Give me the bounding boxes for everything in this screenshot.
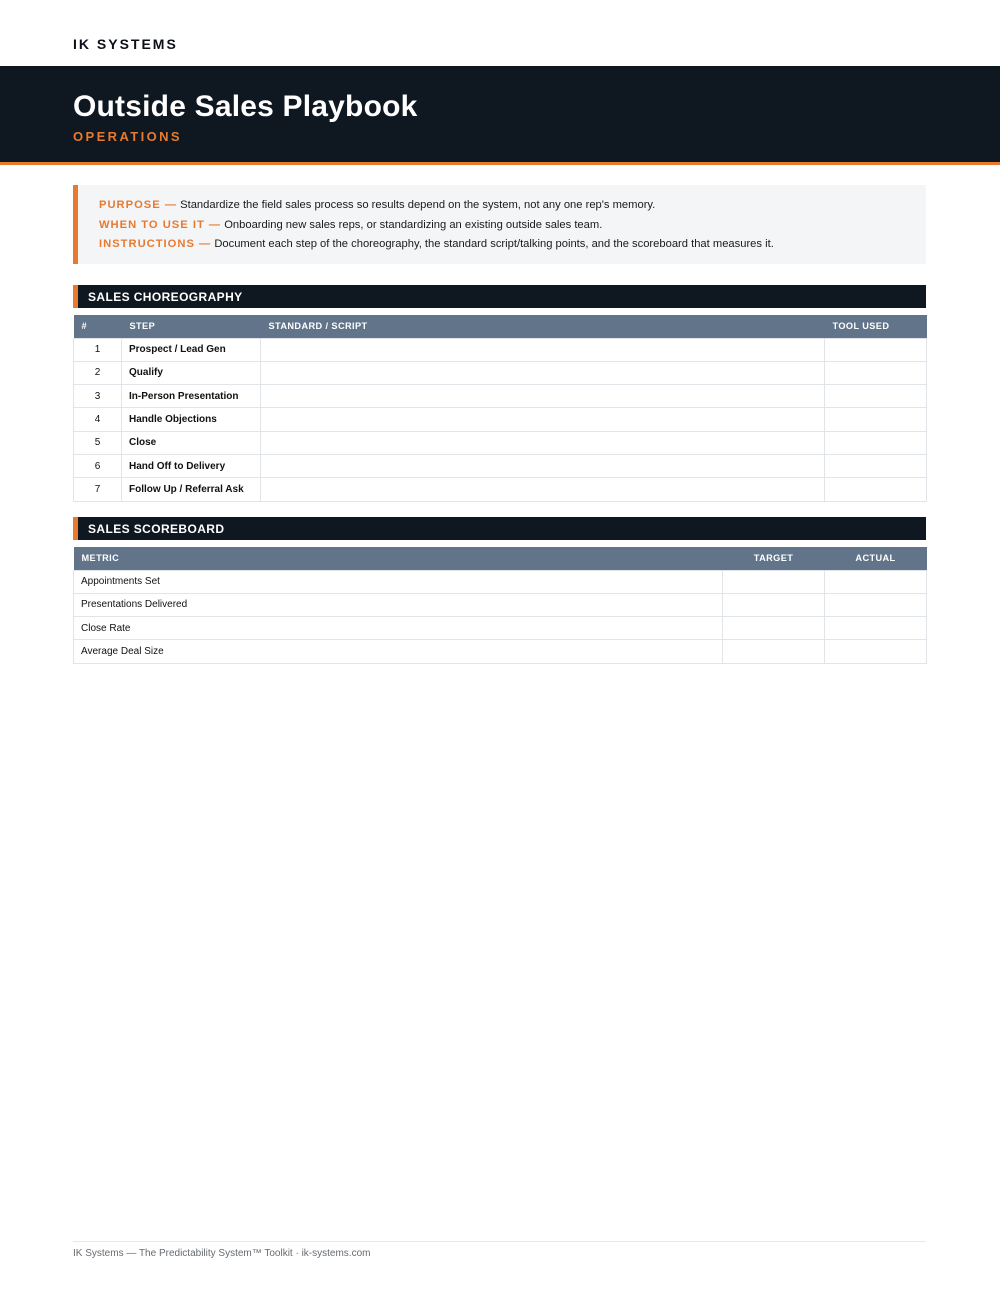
- row-step: In-Person Presentation: [122, 385, 261, 408]
- table-row: [74, 361, 927, 384]
- row-number: 7: [74, 478, 122, 501]
- page-footer: IK Systems — The Predictability System™ Toolkit · ik-systems.com: [73, 1248, 371, 1259]
- row-target-cell[interactable]: [723, 617, 825, 640]
- info-when: [99, 216, 926, 236]
- row-number: 6: [74, 454, 122, 477]
- row-script-cell[interactable]: [261, 361, 825, 384]
- row-step: Follow Up / Referral Ask: [122, 478, 261, 501]
- row-number: 5: [74, 431, 122, 454]
- row-script-cell[interactable]: [261, 454, 825, 477]
- row-metric: Close Rate: [74, 617, 723, 640]
- row-script-cell[interactable]: [261, 338, 825, 361]
- row-step: Handle Objections: [122, 408, 261, 431]
- info-purpose-text: Standardize the field sales process so results depend on the system, not any one rep's memory.: [180, 199, 656, 211]
- info-instructions-key: INSTRUCTIONS —: [99, 238, 212, 251]
- row-tool-cell[interactable]: [825, 385, 927, 408]
- row-step: Hand Off to Delivery: [122, 454, 261, 477]
- row-step: Qualify: [122, 361, 261, 384]
- table-row: [74, 640, 927, 663]
- table-row: [74, 385, 927, 408]
- row-tool-cell[interactable]: [825, 338, 927, 361]
- choreography-header-row: [74, 315, 927, 338]
- row-tool-cell[interactable]: [825, 361, 927, 384]
- brand-wordmark: IK SYSTEMS: [73, 36, 178, 52]
- info-when-key: WHEN TO USE IT —: [99, 218, 222, 231]
- row-step: Close: [122, 431, 261, 454]
- row-tool-cell[interactable]: [825, 408, 927, 431]
- page-subtitle: OPERATIONS: [73, 129, 182, 144]
- row-script-cell[interactable]: [261, 408, 825, 431]
- scoreboard-table: [73, 547, 927, 664]
- info-instructions-text: Document each step of the choreography, the standard script/talking points, and the scoreboard that measures it.: [214, 238, 774, 251]
- row-number: 2: [74, 361, 122, 384]
- table-row: [74, 408, 927, 431]
- row-script-cell[interactable]: [261, 385, 825, 408]
- row-target-cell[interactable]: [723, 640, 825, 663]
- page-title: Outside Sales Playbook: [73, 90, 418, 123]
- table-row: [74, 570, 927, 593]
- section-scoreboard: [73, 517, 926, 540]
- section-choreography: [73, 285, 926, 308]
- col-header-actual: ACTUAL: [825, 547, 927, 570]
- row-actual-cell[interactable]: [825, 640, 927, 663]
- info-purpose: [99, 196, 926, 216]
- table-row: [74, 454, 927, 477]
- row-tool-cell[interactable]: [825, 478, 927, 501]
- table-row: [74, 593, 927, 616]
- row-number: 1: [74, 338, 122, 361]
- row-actual-cell[interactable]: [825, 570, 927, 593]
- col-header-number: #: [74, 315, 122, 338]
- col-header-target: TARGET: [723, 547, 825, 570]
- row-tool-cell[interactable]: [825, 431, 927, 454]
- info-purpose-key: PURPOSE —: [99, 199, 178, 211]
- row-target-cell[interactable]: [723, 593, 825, 616]
- table-row: [74, 617, 927, 640]
- row-script-cell[interactable]: [261, 478, 825, 501]
- row-metric: Appointments Set: [74, 570, 723, 593]
- info-box: [73, 185, 926, 264]
- col-header-script: STANDARD / SCRIPT: [261, 315, 825, 338]
- scoreboard-header-row: [74, 547, 927, 570]
- row-step: Prospect / Lead Gen: [122, 338, 261, 361]
- row-target-cell[interactable]: [723, 570, 825, 593]
- col-header-step: STEP: [122, 315, 261, 338]
- section-scoreboard-title: SALES SCOREBOARD: [88, 522, 225, 536]
- header-accent-rule: [0, 162, 1000, 165]
- row-number: 4: [74, 408, 122, 431]
- choreography-table: [73, 315, 927, 502]
- section-choreography-title: SALES CHOREOGRAPHY: [88, 290, 243, 304]
- footer-rule: [73, 1241, 926, 1242]
- col-header-metric: METRIC: [74, 547, 723, 570]
- info-instructions: [99, 235, 926, 255]
- row-number: 3: [74, 385, 122, 408]
- table-row: [74, 478, 927, 501]
- row-tool-cell[interactable]: [825, 454, 927, 477]
- col-header-tool: TOOL USED: [825, 315, 927, 338]
- row-actual-cell[interactable]: [825, 617, 927, 640]
- table-row: [74, 431, 927, 454]
- row-script-cell[interactable]: [261, 431, 825, 454]
- row-metric: Average Deal Size: [74, 640, 723, 663]
- row-actual-cell[interactable]: [825, 593, 927, 616]
- row-metric: Presentations Delivered: [74, 593, 723, 616]
- info-when-text: Onboarding new sales reps, or standardizing an existing outside sales team.: [224, 218, 603, 231]
- table-row: [74, 338, 927, 361]
